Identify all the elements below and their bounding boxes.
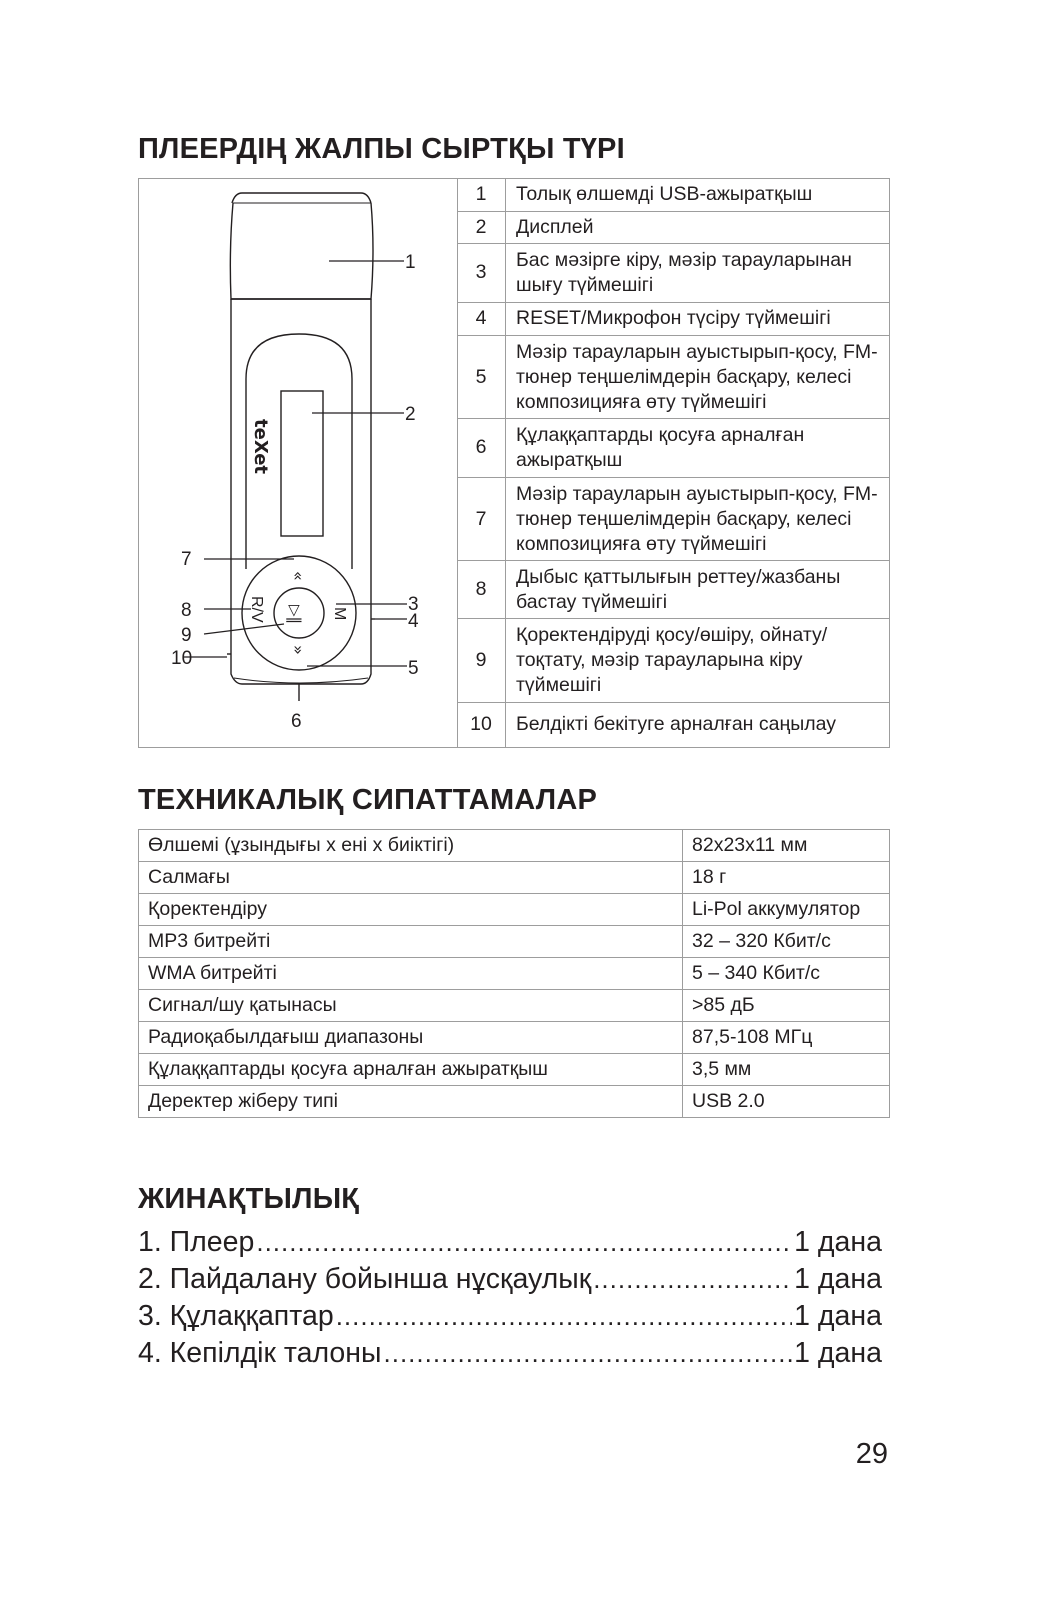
usb-cap bbox=[232, 193, 371, 203]
package-item bbox=[138, 1298, 882, 1335]
parts-table bbox=[457, 179, 890, 747]
page-number: 29 bbox=[855, 1438, 888, 1470]
spec-value: 5 – 340 Кбит/с bbox=[683, 958, 890, 990]
part-description: Дыбыс қаттылығын реттеу/жазбаны бастау түймешігі bbox=[506, 561, 891, 619]
spec-label: Деректер жіберу типі bbox=[139, 1086, 683, 1118]
rewind-glyph: « bbox=[289, 571, 308, 581]
spec-value: 32 – 320 Кбит/с bbox=[683, 926, 890, 958]
part-description: Мәзір тарауларын ауыстырып-қосу, FM-тюнер теңшелімдерін басқару, келесі композицияға өту түймешігі bbox=[506, 477, 891, 561]
m-label: M bbox=[331, 607, 348, 621]
specs-row bbox=[139, 894, 890, 926]
spec-label: WMA битрейті bbox=[139, 958, 683, 990]
brand-logo: teXet bbox=[250, 419, 271, 475]
parts-row bbox=[457, 179, 890, 211]
parts-table-box bbox=[138, 178, 890, 748]
part-number: 1 bbox=[457, 179, 506, 211]
player-illustration bbox=[139, 179, 457, 747]
callout-2: 2 bbox=[405, 404, 416, 425]
specs-row bbox=[139, 862, 890, 894]
package-item-qty: 1 дана bbox=[794, 1226, 882, 1258]
specs-title: ТЕХНИКАЛЫҚ СИПАТТАМАЛАР bbox=[138, 784, 598, 816]
parts-row bbox=[457, 561, 890, 619]
spec-label: Құлаққаптарды қосуға арналған ажыратқыш bbox=[139, 1054, 683, 1086]
package-item-name: 4. Кепілдік талоны bbox=[138, 1337, 382, 1369]
spec-label: Сигнал/шу қатынасы bbox=[139, 990, 683, 1022]
part-number: 9 bbox=[457, 619, 506, 703]
part-number: 3 bbox=[457, 244, 506, 303]
package-item-qty: 1 дана bbox=[794, 1263, 882, 1295]
package-item bbox=[138, 1224, 882, 1261]
forward-glyph: » bbox=[289, 645, 308, 655]
callout-7: 7 bbox=[181, 549, 192, 570]
callout-9: 9 bbox=[181, 625, 192, 646]
part-number: 2 bbox=[457, 211, 506, 243]
parts-row bbox=[457, 477, 890, 561]
package-item bbox=[138, 1335, 882, 1372]
specs-row bbox=[139, 830, 890, 862]
leader-dots bbox=[336, 1298, 792, 1335]
callout-6: 6 bbox=[291, 711, 302, 732]
parts-row bbox=[457, 211, 890, 243]
spec-value: Li-Pol аккумулятор bbox=[683, 894, 890, 926]
leader-dots bbox=[384, 1335, 793, 1372]
parts-row bbox=[457, 302, 890, 335]
player-body bbox=[231, 299, 371, 684]
callout-10: 10 bbox=[171, 648, 193, 669]
spec-value: 3,5 мм bbox=[683, 1054, 890, 1086]
leader-dots bbox=[256, 1224, 792, 1261]
parts-row bbox=[457, 418, 890, 477]
package-item-qty: 1 дана bbox=[794, 1337, 882, 1369]
part-number: 10 bbox=[457, 702, 506, 747]
package-item-name: 1. Плеер bbox=[138, 1226, 255, 1258]
part-description: Мәзір тарауларын ауыстырып-қосу, FM-тюнер теңшелімдерін басқару, келесі композицияға өту түймешігі bbox=[506, 336, 891, 419]
general-view-title: ПЛЕЕРДІҢ ЖАЛПЫ СЫРТҚЫ ТҮРІ bbox=[138, 133, 625, 165]
play-pause-glyph: ▷‖ bbox=[286, 605, 304, 625]
part-number: 7 bbox=[457, 477, 506, 561]
specs-row bbox=[139, 958, 890, 990]
spec-label: Қоректендіру bbox=[139, 894, 683, 926]
part-number: 6 bbox=[457, 418, 506, 477]
part-number: 8 bbox=[457, 561, 506, 619]
package-item bbox=[138, 1261, 882, 1298]
spec-value: USB 2.0 bbox=[683, 1086, 890, 1118]
spec-value: >85 дБ bbox=[683, 990, 890, 1022]
callout-8: 8 bbox=[181, 600, 192, 621]
package-item-qty: 1 дана bbox=[794, 1300, 882, 1332]
spec-label: Салмағы bbox=[139, 862, 683, 894]
spec-value: 18 г bbox=[683, 862, 890, 894]
part-description: Бас мәзірге кіру, мәзір тарауларынан шығу түймешігі bbox=[506, 244, 891, 303]
spec-value: 82x23x11 мм bbox=[683, 830, 890, 862]
specs-row bbox=[139, 926, 890, 958]
specs-row bbox=[139, 1054, 890, 1086]
part-description: Белдікті бекітуге арналған саңылау bbox=[516, 713, 836, 736]
part-number: 5 bbox=[457, 336, 506, 419]
parts-row bbox=[457, 336, 890, 419]
part-number: 4 bbox=[457, 302, 506, 335]
spec-value: 87,5-108 МГц bbox=[683, 1022, 890, 1054]
specs-row bbox=[139, 990, 890, 1022]
part-description: Дисплей bbox=[506, 211, 891, 243]
leader-dots bbox=[593, 1261, 792, 1298]
package-list bbox=[138, 1224, 882, 1372]
part-description: Құлаққаптарды қосуға арналған ажыратқыш bbox=[506, 418, 891, 477]
part-description: RESET/Микрофон түсіру түймешігі bbox=[506, 302, 891, 335]
parts-row bbox=[457, 702, 890, 747]
specs-table bbox=[138, 829, 890, 1118]
package-item-name: 3. Құлаққаптар bbox=[138, 1300, 334, 1332]
parts-row bbox=[457, 244, 890, 303]
player-drawing bbox=[139, 179, 458, 747]
callout-3: 3 bbox=[408, 594, 419, 615]
callout-1: 1 bbox=[405, 252, 416, 273]
callout-5: 5 bbox=[408, 658, 419, 679]
spec-label: Өлшемі (ұзындығы х ені х биіктігі) bbox=[139, 830, 683, 862]
parts-row bbox=[457, 619, 890, 703]
rv-label: R/V bbox=[248, 596, 265, 623]
part-description: Толық өлшемді USB-ажыратқыш bbox=[506, 179, 891, 211]
part-description: Қоректендіруді қосу/өшіру, ойнату/тоқтату, мәзір тарауларына кіру түймешігі bbox=[506, 619, 891, 703]
spec-label: Радиоқабылдағыш диапазоны bbox=[139, 1022, 683, 1054]
package-item-name: 2. Пайдалану бойынша нұсқаулық bbox=[138, 1263, 592, 1295]
callout-4: 4 bbox=[408, 611, 419, 632]
spec-label: MP3 битрейті bbox=[139, 926, 683, 958]
specs-row bbox=[139, 1022, 890, 1054]
specs-row bbox=[139, 1086, 890, 1118]
package-title: ЖИНАҚТЫЛЫҚ bbox=[138, 1183, 360, 1215]
